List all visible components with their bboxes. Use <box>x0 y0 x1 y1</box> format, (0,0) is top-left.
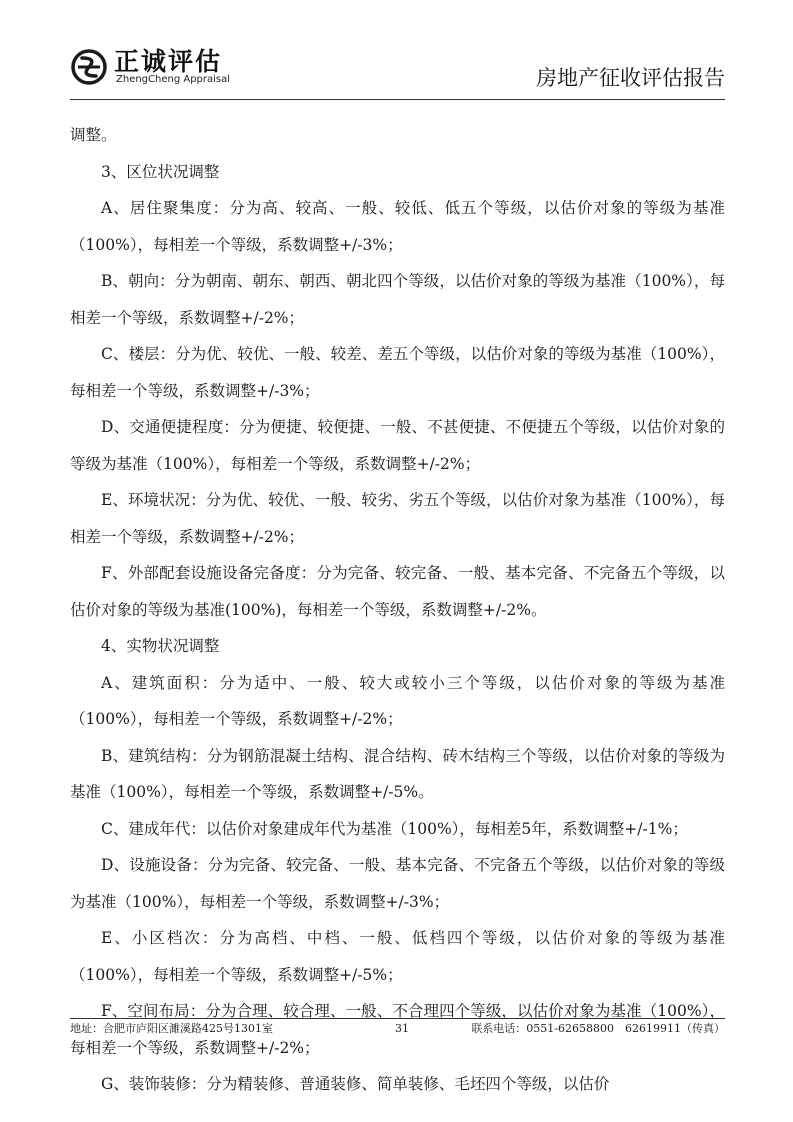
page-header <box>70 40 725 98</box>
paragraph: F、空间布局：分为合理、较合理、一般、不合理四个等级，以估价对象为基准（100%），每相差一个等级，系数调整+/-2%； <box>70 1002 725 1057</box>
paragraph: F、外部配套设施设备完备度：分为完备、较完备、一般、基本完备、不完备五个等级，以估价对象的等级为基准(100%)，每相差一个等级，系数调整+/-2%。 <box>70 564 725 619</box>
paragraph: E、环境状况：分为优、较优、一般、较劣、劣五个等级，以估价对象为基准（100%），每相差一个等级，系数调整+/-2%； <box>70 491 725 546</box>
paragraph: B、朝向：分为朝南、朝东、朝西、朝北四个等级，以估价对象的等级为基准（100%），每相差一个等级，系数调整+/-2%； <box>70 272 725 327</box>
footer-divider <box>70 1018 725 1019</box>
report-title: 房地产征收评估报告 <box>536 66 725 90</box>
page-footer <box>70 1020 725 1038</box>
footer-phone: 联系电话：0551-62658800 62619911（传真） <box>471 1022 725 1035</box>
logo-english-name: ZhengCheng Appraisal <box>116 74 231 85</box>
section-heading: 3、区位状况调整 <box>101 162 220 181</box>
logo-mark-icon <box>70 44 108 90</box>
page-number: 31 <box>395 1022 409 1035</box>
header-divider <box>70 99 725 100</box>
paragraph: E、小区档次：分为高档、中档、一般、低档四个等级，以估价对象的等级为基准（100%），每相差一个等级，系数调整+/-5%； <box>70 929 725 984</box>
paragraph: 调整。 <box>70 126 117 144</box>
paragraph: G、装饰装修：分为精装修、普通装修、简单装修、毛坯四个等级，以估价 <box>101 1075 610 1093</box>
section-heading: 4、实物状况调整 <box>101 637 220 655</box>
footer-address: 地址：合肥市庐阳区濉溪路425号1301室 <box>70 1022 273 1035</box>
paragraph: C、楼层：分为优、较优、一般、较差、差五个等级，以估价对象的等级为基准（100%），每相差一个等级，系数调整+/-3%； <box>70 345 725 400</box>
paragraph: C、建成年代：以估价对象建成年代为基准（100%），每相差5年，系数调整+/-1%； <box>101 819 688 838</box>
paragraph: B、建筑结构：分为钢筋混凝土结构、混合结构、砖木结构三个等级，以估价对象的等级为基准（100%），每相差一个等级，系数调整+/-5%。 <box>70 746 725 801</box>
paragraph: D、交通便捷程度：分为便捷、较便捷、一般、不甚便捷、不便捷五个等级，以估价对象的等级为基准（100%），每相差一个等级，系数调整+/-2%； <box>70 418 725 473</box>
paragraph: A、居住聚集度：分为高、较高、一般、较低、低五个等级，以估价对象的等级为基准（100%），每相差一个等级，系数调整+/-3%； <box>70 199 725 254</box>
body-content <box>70 117 725 1103</box>
paragraph: A、建筑面积：分为适中、一般、较大或较小三个等级，以估价对象的等级为基准（100%），每相差一个等级，系数调整+/-2%； <box>70 673 725 728</box>
logo-chinese-name: 正诚评估 <box>114 47 223 76</box>
paragraph: D、设施设备：分为完备、较完备、一般、基本完备、不完备五个等级，以估价对象的等级为基准（100%），每相差一个等级，系数调整+/-3%； <box>70 856 725 911</box>
company-logo <box>70 40 310 92</box>
